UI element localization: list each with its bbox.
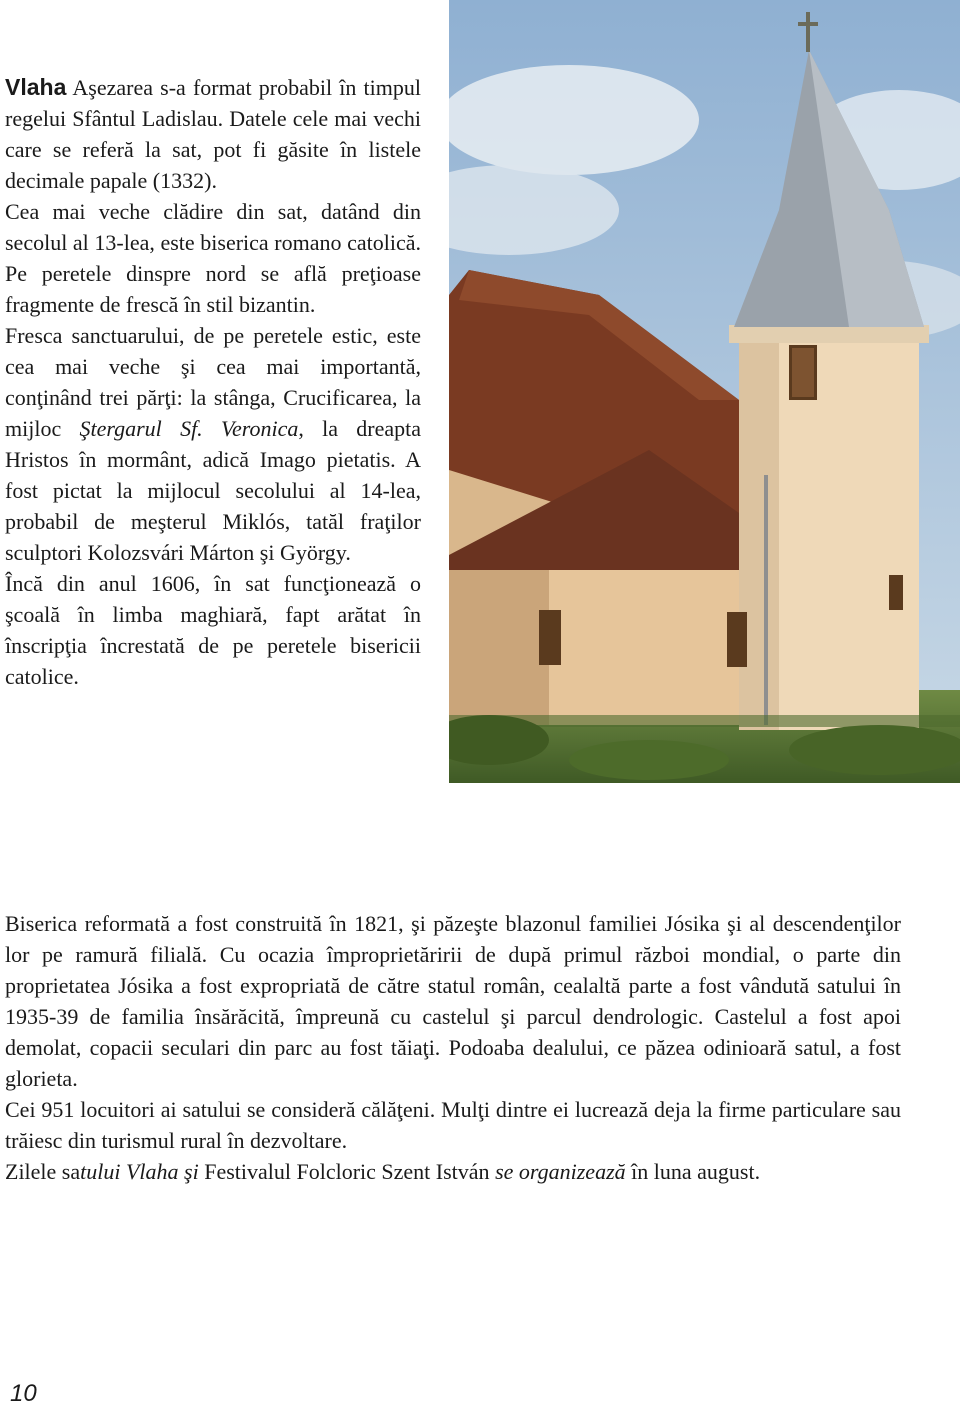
- tower-cornice: [729, 325, 929, 343]
- fresco-text-a: Fresca sanctuarului, de pe peretele estic, este cea mai veche şi cea mai importantă, conţinând trei părţi: la stânga, Crucificarea, la mijloc: [5, 323, 421, 441]
- side-wall: [449, 560, 549, 725]
- cross-horizontal: [798, 22, 818, 26]
- village-title: Vlaha: [5, 74, 67, 100]
- paragraph-village-days: [5, 1156, 901, 1187]
- days-text-c: Festivalul Folcloric Szent István: [198, 1159, 496, 1184]
- days-text-e: în luna august.: [625, 1159, 761, 1184]
- front-window: [727, 612, 747, 667]
- tower-small-window: [889, 575, 903, 610]
- days-text-italic-d: se organizează: [495, 1159, 626, 1184]
- cross-vertical: [806, 12, 810, 52]
- paragraph-reformed-church: Biserica reformată a fost construită în 1821, şi păzeşte blazonul familiei Jósika şi al descendenţilor lor pe ramură filială. Cu ocazia împroprietăririi de după primul război mondial, o parte din proprietatea Jósika a fost expropriată de către statul român, cealaltă parte a fost vândută satului în 1935-39 de familia însărăcită, împreună cu castelul şi parcul dendrologic. Castelul a fost apoi demolat, copacii seculari din parc au fost tăiaţi. Podoaba dealului, ce păzea odinioară satul, a fost glorieta.: [5, 911, 901, 1091]
- fresco-text-c: , la dreapta Hristos în mormânt, adică Imago pietatis. A fost pictat la mijlocul secolului al 14-lea, probabil de meşterul Miklós, tatăl fraţilor sculptori Kolozsvári Márton şi György.: [5, 416, 422, 565]
- church-photo: [449, 0, 960, 783]
- nave-window: [539, 610, 561, 665]
- main-text-block: [5, 908, 901, 1187]
- paragraph-fresco: [5, 320, 421, 568]
- fresco-text-italic: Ştergarul Sf. Veronica: [79, 416, 299, 441]
- paragraph-school: Încă din anul 1606, în sat funcţionează o şcoală în limba maghiară, fapt arătat în înscripţia încrestată de pe peretele bisericii catolice.: [5, 571, 421, 689]
- paragraph-church: Cea mai veche clădire din sat, datând din secolul al 13-lea, este biserica romano catolică. Pe peretele dinspre nord se află preţioase fragmente de frescă în stil bizantin.: [5, 199, 421, 317]
- church-illustration: [449, 0, 960, 783]
- paragraph-inhabitants: Cei 951 locuitori ai satului se consideră călăţeni. Mulţi dintre ei lucrează deja la firme particulare sau trăiesc din turismul rural în dezvoltare.: [5, 1097, 901, 1153]
- cloud: [449, 65, 699, 175]
- page-number: 10: [10, 1380, 37, 1407]
- tower-shade: [739, 340, 779, 730]
- paragraph-origin-text: Aşezarea s-a format probabil în timpul regelui Sfântul Ladislau. Datele cele mai vechi care se referă la sat, pot fi găsite în listele decimale papale (1332).: [5, 75, 421, 193]
- bush: [569, 740, 729, 780]
- front-wall: [549, 560, 739, 725]
- tower-window-shutter: [792, 348, 814, 397]
- gutter-pipe: [764, 475, 768, 725]
- days-text-a: Zilele sa: [5, 1159, 81, 1184]
- paragraph-origin: [5, 72, 421, 196]
- intro-text-column: [5, 72, 421, 692]
- days-text-italic-b: tului Vlaha şi: [80, 1159, 199, 1184]
